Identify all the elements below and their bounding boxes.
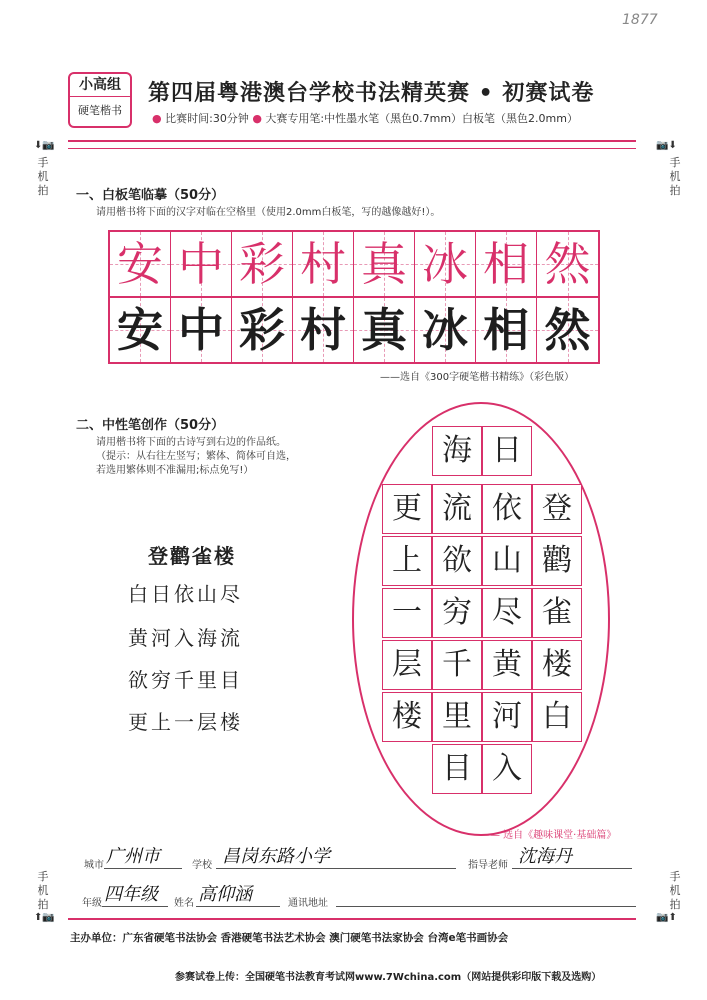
tianzi-cell <box>537 298 598 362</box>
poem-line: 更上一层楼 <box>128 710 243 734</box>
written-char-row <box>108 296 600 364</box>
side-label-bottom-right: 手机拍 <box>669 870 681 911</box>
section2-source: —— 选自《趣味课堂·基础篇》 <box>480 830 617 841</box>
written-char: 雀 <box>542 595 572 630</box>
exam-pen: 大赛专用笔:中性墨水笔（黑色0.7mm）白板笔（黑色2.0mm） <box>265 112 578 125</box>
written-char: 中 <box>178 303 224 357</box>
poem-line: 白日依山尽 <box>128 582 243 606</box>
side-label-top-left: 手机拍 <box>37 156 49 197</box>
side-label-top-right: 手机拍 <box>669 156 681 197</box>
writing-cell <box>482 484 532 534</box>
written-char: 尽 <box>492 595 522 630</box>
written-char: 登 <box>542 491 572 526</box>
written-char: 依 <box>492 491 522 526</box>
written-char: 河 <box>492 699 522 734</box>
tianzi-cell <box>293 298 354 362</box>
grade-underline <box>102 906 168 907</box>
city-underline <box>104 868 182 869</box>
model-char: 真 <box>361 237 407 291</box>
writing-cell <box>482 692 532 742</box>
poem-title: 登鹳雀楼 <box>148 544 236 568</box>
writing-cell <box>482 744 532 794</box>
sheet-number: 1877 <box>622 12 658 28</box>
section2-title: 二、中性笔创作（50分） <box>76 418 225 433</box>
camera-icon: ⬆📷 <box>34 912 55 923</box>
city-label: 城市 <box>84 860 104 871</box>
school-underline <box>216 868 456 869</box>
written-char: 欲 <box>442 543 472 578</box>
tianzi-cell <box>354 232 415 296</box>
written-char: 日 <box>492 433 522 468</box>
tianzi-cell <box>171 298 232 362</box>
bullet-icon: ● <box>152 112 162 125</box>
camera-icon: 📷⬆ <box>656 912 677 923</box>
writing-cell <box>432 426 482 476</box>
writing-cell <box>532 484 582 534</box>
model-char: 村 <box>300 237 346 291</box>
writing-cell <box>382 588 432 638</box>
address-underline <box>336 906 636 907</box>
written-char: 千 <box>442 647 472 682</box>
writing-cell <box>382 484 432 534</box>
badge-category-label: 硬笔楷书 <box>78 104 122 117</box>
name-underline <box>196 906 280 907</box>
school-value: 昌岗东路小学 <box>222 846 330 867</box>
bullet-icon: ● <box>252 112 262 125</box>
written-char: 海 <box>442 433 472 468</box>
written-char: 山 <box>492 543 522 578</box>
writing-cell <box>382 640 432 690</box>
tianzi-cell <box>232 298 293 362</box>
written-char: 里 <box>442 699 472 734</box>
tianzi-cell <box>293 232 354 296</box>
name-value: 高仰涵 <box>198 884 252 905</box>
written-char: 楼 <box>542 647 572 682</box>
writing-cell <box>432 744 482 794</box>
tianzi-cell <box>415 232 476 296</box>
written-char: 彩 <box>239 303 285 357</box>
writing-cell <box>532 692 582 742</box>
writing-cell <box>482 640 532 690</box>
exam-time: 比赛时间:30分钟 <box>165 112 249 125</box>
side-label-bottom-left: 手机拍 <box>37 870 49 911</box>
camera-icon: 📷⬇ <box>656 140 677 151</box>
writing-cell <box>382 692 432 742</box>
writing-cell <box>532 536 582 586</box>
written-char: 黄 <box>492 647 522 682</box>
section2-instruction-2: （提示：从右往左竖写；繁体、简体可自选， <box>96 451 296 462</box>
model-char-row <box>108 230 600 298</box>
section2-instruction-1: 请用楷书将下面的古诗写到右边的作品纸。 <box>96 437 286 448</box>
teacher-underline <box>512 868 632 869</box>
writing-cell <box>482 426 532 476</box>
written-char: 上 <box>392 543 422 578</box>
model-char: 相 <box>483 237 529 291</box>
writing-cell <box>432 588 482 638</box>
written-char: 一 <box>392 595 422 630</box>
camera-icon: ⬇📷 <box>34 140 55 151</box>
written-char: 相 <box>483 303 529 357</box>
tianzi-cell <box>232 232 293 296</box>
written-char: 冰 <box>422 303 468 357</box>
tianzi-cell <box>476 232 537 296</box>
writing-cell <box>432 692 482 742</box>
written-char: 流 <box>442 491 472 526</box>
written-char: 入 <box>492 751 522 786</box>
model-char: 中 <box>178 237 224 291</box>
model-char: 安 <box>117 237 163 291</box>
written-char: 白 <box>542 699 572 734</box>
tianzi-cell <box>476 298 537 362</box>
footer-divider <box>68 918 636 920</box>
written-char: 目 <box>442 751 472 786</box>
writing-cell <box>482 536 532 586</box>
section2-instruction-3: 若选用繁体则不准漏用;标点免写!） <box>96 465 254 476</box>
writing-cell <box>532 640 582 690</box>
poem-line: 黄河入海流 <box>128 626 243 650</box>
tianzi-cell <box>354 298 415 362</box>
tianzi-cell <box>537 232 598 296</box>
written-char: 穷 <box>442 595 472 630</box>
written-char: 楼 <box>392 699 422 734</box>
exam-info <box>152 110 578 126</box>
writing-cell <box>532 588 582 638</box>
header-divider-thin <box>68 148 636 149</box>
tianzi-cell <box>415 298 476 362</box>
poem-line: 欲穷千里目 <box>128 668 243 692</box>
model-char: 然 <box>544 237 591 291</box>
organizers: 主办单位：广东省硬笔书法协会 香港硬笔书法艺术协会 澳门硬笔书法家协会 台湾e笔书画协会 <box>70 932 509 944</box>
city-value: 广州市 <box>106 846 160 867</box>
tianzi-cell <box>110 298 171 362</box>
tianzi-cell <box>171 232 232 296</box>
section1-title: 一、白板笔临摹（50分） <box>76 188 225 203</box>
teacher-value: 沈海丹 <box>518 846 572 867</box>
badge-group-label: 小高组 <box>70 74 130 97</box>
writing-cell <box>382 536 432 586</box>
written-char: 真 <box>361 303 407 357</box>
written-char: 然 <box>544 303 591 357</box>
address-label: 通讯地址 <box>288 898 328 909</box>
grade-value: 四年级 <box>104 884 158 905</box>
page-title: 第四届粤港澳台学校书法精英赛 • 初赛试卷 <box>148 81 595 106</box>
section1-instructions: 请用楷书将下面的汉字对临在空格里（使用2.0mm白板笔，写的越像越好!）。 <box>96 207 441 218</box>
section1-source: ——选自《300字硬笔楷书精练》（彩色版） <box>380 372 575 383</box>
written-char: 安 <box>117 303 163 357</box>
written-char: 更 <box>392 491 422 526</box>
written-char: 层 <box>392 647 422 682</box>
written-char: 村 <box>300 303 346 357</box>
writing-cell <box>432 536 482 586</box>
writing-cell <box>482 588 532 638</box>
upload-info: 参赛试卷上传：全国硬笔书法教育考试网www.7Wchina.com（网站提供彩印版下载及选购） <box>175 972 602 983</box>
model-char: 冰 <box>422 237 468 291</box>
writing-cell <box>432 640 482 690</box>
model-char: 彩 <box>239 237 285 291</box>
tianzi-cell <box>110 232 171 296</box>
name-label: 姓名 <box>174 898 194 909</box>
writing-cell <box>432 484 482 534</box>
school-label: 学校 <box>192 860 212 871</box>
header-divider <box>68 140 636 142</box>
written-char: 鹳 <box>542 543 572 578</box>
grade-label: 年级 <box>82 898 102 909</box>
teacher-label: 指导老师 <box>468 860 508 871</box>
